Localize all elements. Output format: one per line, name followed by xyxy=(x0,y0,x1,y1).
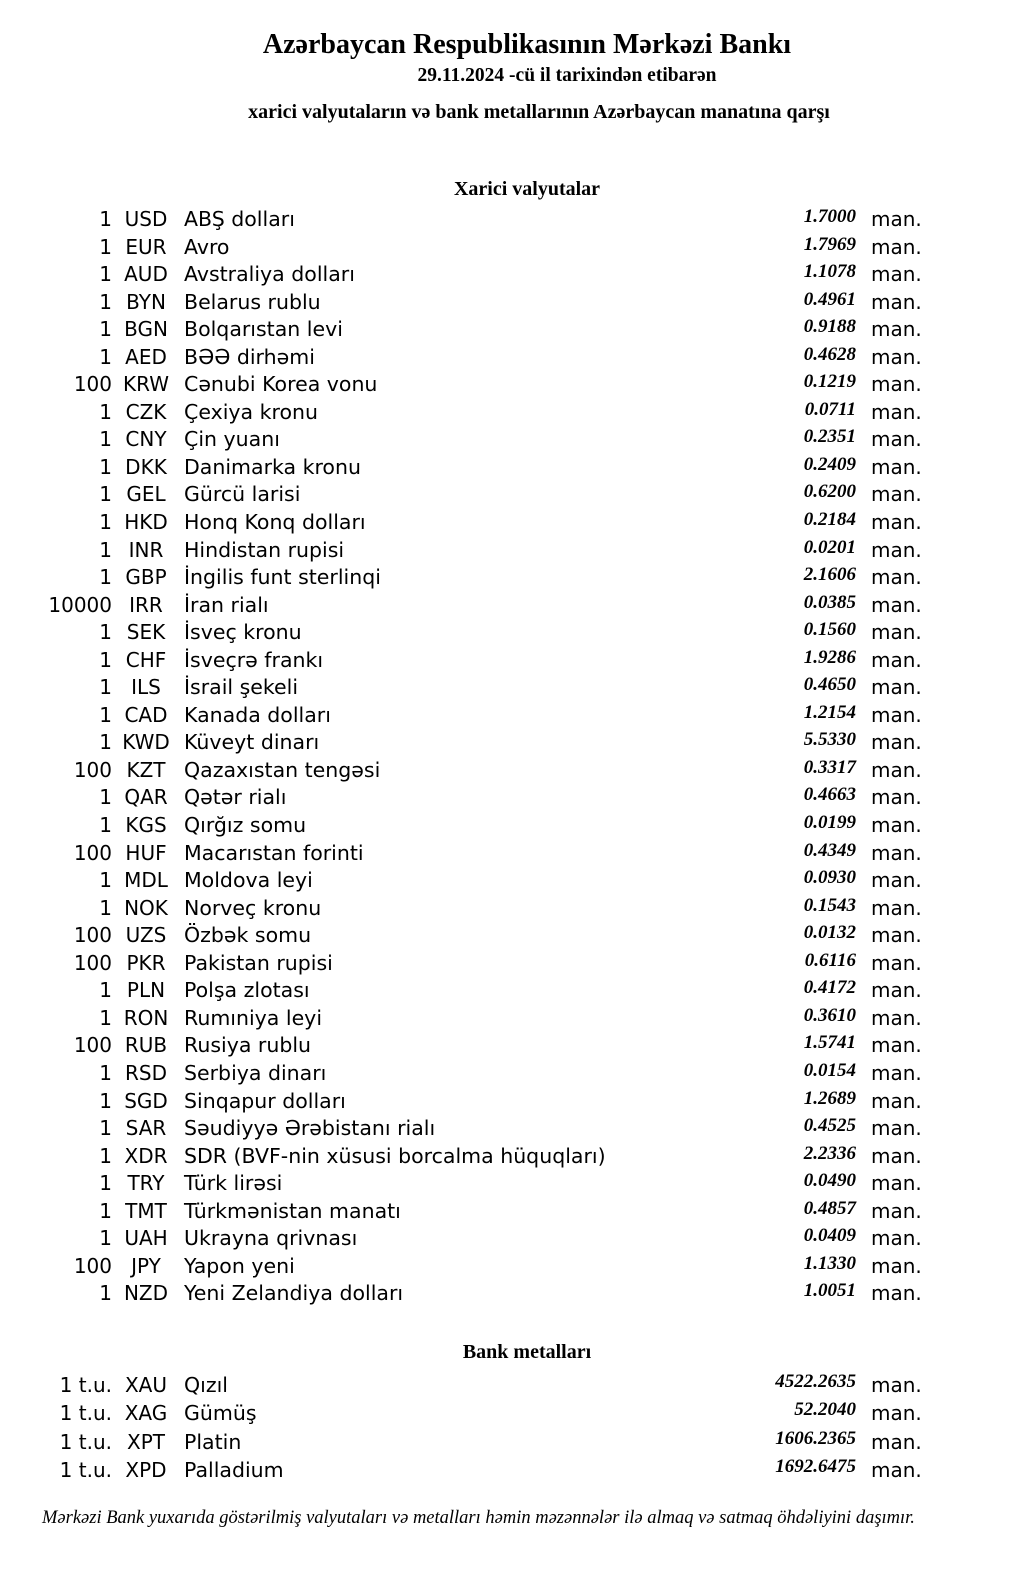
rate-row xyxy=(0,1088,923,1116)
unit-cell: man. xyxy=(871,730,922,755)
rate-value-cell: 0.0385 xyxy=(803,591,856,613)
rate-value-cell: 0.1560 xyxy=(803,619,856,641)
unit-cell: man. xyxy=(871,399,922,424)
rate-value-cell: 1.2689 xyxy=(803,1087,856,1109)
quantity-cell: 1 xyxy=(99,234,112,259)
quantity-cell: 1 xyxy=(99,537,112,562)
bank-metals-table xyxy=(0,1371,923,1484)
currency-name-cell: Gürcü larisi xyxy=(184,482,301,507)
quantity-cell: 1 xyxy=(99,730,112,755)
currency-name-cell: Çexiya kronu xyxy=(184,399,318,424)
rate-value-cell: 5.5330 xyxy=(803,729,856,751)
currency-name-cell: Yapon yeni xyxy=(184,1253,295,1278)
rate-row xyxy=(0,702,923,730)
quantity-cell: 100 xyxy=(73,1033,112,1058)
currency-name-cell: Səudiyyə Ərəbistanı rialı xyxy=(184,1116,436,1141)
rate-value-cell: 0.2184 xyxy=(803,509,856,531)
rate-value-cell: 0.1219 xyxy=(803,371,856,393)
rate-row xyxy=(0,950,923,978)
effective-date-line: 29.11.2024 -cü il tarixindən etibarən xyxy=(417,65,717,86)
rate-value-cell: 0.4650 xyxy=(803,674,856,696)
unit-cell: man. xyxy=(871,234,922,259)
rate-value-cell: 0.0711 xyxy=(804,398,856,420)
rate-value-cell: 0.0201 xyxy=(803,536,856,558)
currency-name-cell: Gümüş xyxy=(184,1401,257,1426)
quantity-cell: 1 xyxy=(99,427,112,452)
unit-cell: man. xyxy=(871,289,922,314)
rate-value-cell: 0.4525 xyxy=(803,1115,856,1137)
rate-row xyxy=(0,1456,923,1484)
currency-name-cell: Moldova leyi xyxy=(184,868,313,893)
quantity-cell: 1 xyxy=(99,1281,112,1306)
currency-name-cell: Honq Konq dolları xyxy=(184,510,366,535)
currency-code-cell: IRR xyxy=(129,592,163,617)
currency-name-cell: Serbiya dinarı xyxy=(184,1060,327,1085)
unit-cell: man. xyxy=(871,482,922,507)
rate-value-cell: 1.1330 xyxy=(803,1252,856,1274)
rate-row xyxy=(0,812,923,840)
unit-cell: man. xyxy=(871,1116,922,1141)
quantity-cell: 1 xyxy=(99,317,112,342)
unit-cell: man. xyxy=(871,317,922,342)
unit-cell: man. xyxy=(871,1143,922,1168)
rate-value-cell: 1.0051 xyxy=(803,1280,856,1302)
rate-row xyxy=(0,757,923,785)
rate-row xyxy=(0,1371,923,1399)
currency-name-cell: Polşa zlotası xyxy=(184,978,310,1003)
unit-cell: man. xyxy=(871,813,922,838)
currency-name-cell: Rusiya rublu xyxy=(184,1033,312,1058)
unit-cell: man. xyxy=(871,262,922,287)
page-title: Azərbaycan Respublikasının Mərkəzi Bankı xyxy=(262,29,792,60)
disclaimer-note: Mərkəzi Bank yuxarıda göstərilmiş valyutaları və metalları həmin məzənnələr ilə almaq və satmaq öhdəliyini daşımır. xyxy=(42,1508,915,1528)
currency-name-cell: Qazaxıstan tengəsi xyxy=(184,757,381,782)
quantity-cell: 100 xyxy=(73,840,112,865)
rate-value-cell: 0.4628 xyxy=(803,343,856,365)
rate-row xyxy=(0,316,923,344)
currency-name-cell: İsrail şekeli xyxy=(184,675,299,700)
quantity-cell: 1 xyxy=(99,675,112,700)
unit-cell: man. xyxy=(871,454,922,479)
quantity-cell: 1 xyxy=(99,702,112,727)
unit-cell: man. xyxy=(871,207,922,231)
unit-cell: man. xyxy=(871,1281,922,1306)
currency-name-cell: İran rialı xyxy=(184,592,269,617)
rate-row xyxy=(0,261,923,289)
currency-name-cell: Belarus rublu xyxy=(184,289,321,314)
currency-name-cell: Cənubi Korea vonu xyxy=(184,372,378,397)
quantity-cell: 1 xyxy=(99,289,112,314)
currency-name-cell: Danimarka kronu xyxy=(184,454,361,479)
unit-cell: man. xyxy=(871,1253,922,1278)
quantity-cell: 100 xyxy=(73,923,112,948)
quantity-cell: 1 xyxy=(99,868,112,893)
quantity-cell: 100 xyxy=(73,372,112,397)
rate-value-cell: 0.4349 xyxy=(803,839,856,861)
rate-value-cell: 0.9188 xyxy=(803,316,856,338)
currency-code-cell: KWD xyxy=(122,730,170,755)
rate-value-cell: 0.3610 xyxy=(803,1004,856,1026)
rate-value-cell: 2.1606 xyxy=(803,564,856,586)
quantity-cell: 100 xyxy=(73,950,112,975)
section-header-foreign-currencies: Xarici valyutalar xyxy=(453,178,601,200)
currency-name-cell: Palladium xyxy=(184,1457,284,1482)
quantity-cell: 1 xyxy=(99,1005,112,1030)
currency-name-cell: Hindistan rupisi xyxy=(184,537,345,562)
currency-code-cell: ILS xyxy=(131,675,161,700)
unit-cell: man. xyxy=(871,840,922,865)
unit-cell: man. xyxy=(871,675,922,700)
rate-value-cell: 1.5741 xyxy=(803,1032,856,1054)
currency-code-cell: HUF xyxy=(125,840,167,865)
rate-row xyxy=(0,592,923,620)
currency-name-cell: Türkmənistan manatı xyxy=(184,1198,401,1223)
currency-name-cell: Bolqarıstan levi xyxy=(184,317,343,342)
unit-cell: man. xyxy=(871,868,922,893)
rate-value-cell: 0.0930 xyxy=(803,867,856,889)
currency-code-cell: NOK xyxy=(124,895,168,920)
unit-cell: man. xyxy=(871,1457,922,1482)
quantity-cell: 1 xyxy=(99,785,112,810)
unit-cell: man. xyxy=(871,785,922,810)
rate-value-cell: 0.2409 xyxy=(803,453,856,475)
rate-row xyxy=(0,454,923,482)
currency-name-cell: Türk lirəsi xyxy=(184,1171,283,1196)
rate-value-cell: 0.0154 xyxy=(803,1059,856,1081)
unit-cell: man. xyxy=(871,344,922,369)
rate-value-cell: 0.6200 xyxy=(803,481,856,503)
currency-code-cell: CAD xyxy=(124,702,168,727)
currency-name-cell: İsveçrə frankı xyxy=(184,647,324,672)
unit-cell: man. xyxy=(871,1429,922,1454)
quantity-cell: 1 xyxy=(99,1198,112,1223)
rate-row xyxy=(0,977,923,1005)
rate-value-cell: 1.7969 xyxy=(803,233,856,255)
rate-row xyxy=(0,1170,923,1198)
unit-cell: man. xyxy=(871,1171,922,1196)
unit-cell: man. xyxy=(871,510,922,535)
currency-code-cell: KRW xyxy=(123,372,169,397)
quantity-cell: 1 xyxy=(99,1116,112,1141)
rate-value-cell: 0.3317 xyxy=(803,756,856,778)
quantity-cell: 1 xyxy=(99,207,112,231)
rate-row xyxy=(0,784,923,812)
quantity-cell: 1 xyxy=(99,895,112,920)
currency-code-cell: JPY xyxy=(131,1253,161,1278)
currency-code-cell: PKR xyxy=(126,950,166,975)
currency-code-cell: RUB xyxy=(124,1033,168,1058)
rate-row xyxy=(0,371,923,399)
currency-name-cell: Özbək somu xyxy=(184,923,312,948)
currency-code-cell: XPT xyxy=(127,1429,165,1454)
unit-cell: man. xyxy=(871,1226,922,1251)
rate-row xyxy=(0,1060,923,1088)
currency-code-cell: BGN xyxy=(124,317,168,342)
rate-row xyxy=(0,206,923,234)
quantity-cell: 1 t.u. xyxy=(59,1401,112,1426)
currency-code-cell: QAR xyxy=(124,785,168,810)
unit-cell: man. xyxy=(871,978,922,1003)
currency-code-cell: SAR xyxy=(125,1116,167,1141)
quantity-cell: 100 xyxy=(73,1253,112,1278)
currency-name-cell: Kanada dolları xyxy=(184,702,331,727)
rate-row xyxy=(0,729,923,757)
rate-value-cell: 1.7000 xyxy=(803,206,856,227)
currency-code-cell: EUR xyxy=(125,234,167,259)
rate-row xyxy=(0,564,923,592)
unit-cell: man. xyxy=(871,537,922,562)
rate-value-cell: 1.1078 xyxy=(803,261,856,283)
rate-row xyxy=(0,1032,923,1060)
rate-row xyxy=(0,619,923,647)
quantity-cell: 1 xyxy=(99,510,112,535)
rate-row xyxy=(0,344,923,372)
unit-cell: man. xyxy=(871,1198,922,1223)
currency-code-cell: HKD xyxy=(124,510,168,535)
unit-cell: man. xyxy=(871,372,922,397)
rate-value-cell: 0.6116 xyxy=(804,949,856,971)
unit-cell: man. xyxy=(871,950,922,975)
unit-cell: man. xyxy=(871,427,922,452)
rate-row xyxy=(0,1253,923,1281)
unit-cell: man. xyxy=(871,1088,922,1113)
currency-code-cell: TMT xyxy=(125,1198,167,1223)
rate-row xyxy=(0,537,923,565)
rate-value-cell: 1692.6475 xyxy=(775,1455,856,1477)
currency-name-cell: Macarıstan forinti xyxy=(184,840,364,865)
quantity-cell: 1 xyxy=(99,344,112,369)
rate-row xyxy=(0,481,923,509)
quantity-cell: 1 t.u. xyxy=(59,1373,112,1397)
currency-code-cell: USD xyxy=(124,207,168,231)
currency-name-cell: Küveyt dinarı xyxy=(184,730,320,755)
quantity-cell: 1 xyxy=(99,647,112,672)
currency-name-cell: Rumıniya leyi xyxy=(184,1005,323,1030)
rate-row xyxy=(0,509,923,537)
currency-code-cell: UAH xyxy=(124,1226,168,1251)
rate-value-cell: 52.2040 xyxy=(794,1399,856,1421)
rate-value-cell: 0.0132 xyxy=(803,922,856,944)
rate-row xyxy=(0,1428,923,1456)
quantity-cell: 1 xyxy=(99,482,112,507)
unit-cell: man. xyxy=(871,1373,922,1397)
rate-value-cell: 1.9286 xyxy=(803,646,856,668)
quantity-cell: 10000 xyxy=(48,592,112,617)
currency-name-cell: İngilis funt sterlinqi xyxy=(184,565,381,590)
quantity-cell: 1 xyxy=(99,565,112,590)
unit-cell: man. xyxy=(871,702,922,727)
unit-cell: man. xyxy=(871,565,922,590)
currency-code-cell: GEL xyxy=(126,482,166,507)
currency-code-cell: XAG xyxy=(124,1401,168,1426)
unit-cell: man. xyxy=(871,647,922,672)
unit-cell: man. xyxy=(871,757,922,782)
rate-value-cell: 0.4172 xyxy=(803,977,856,999)
rate-value-cell: 0.0490 xyxy=(803,1170,856,1192)
rate-row xyxy=(0,1115,923,1143)
rate-row xyxy=(0,674,923,702)
quantity-cell: 1 xyxy=(99,1143,112,1168)
currency-name-cell: Yeni Zelandiya dolları xyxy=(184,1281,404,1306)
rate-row xyxy=(0,1280,923,1308)
currency-name-cell: Qırğız somu xyxy=(184,813,307,838)
quantity-cell: 1 xyxy=(99,1060,112,1085)
rate-value-cell: 1.2154 xyxy=(803,701,856,723)
rate-row xyxy=(0,895,923,923)
unit-cell: man. xyxy=(871,620,922,645)
currency-name-cell: Avro xyxy=(184,234,230,259)
currency-code-cell: AED xyxy=(125,344,167,369)
rate-value-cell: 2.2336 xyxy=(803,1142,856,1164)
currency-code-cell: CHF xyxy=(125,647,167,672)
rate-row xyxy=(0,1198,923,1226)
currency-name-cell: Çin yuanı xyxy=(184,427,280,452)
unit-cell: man. xyxy=(871,1033,922,1058)
rate-value-cell: 0.1543 xyxy=(803,894,856,916)
currency-name-cell: Qətər rialı xyxy=(184,785,287,810)
rate-row xyxy=(0,426,923,454)
currency-code-cell: NZD xyxy=(123,1281,169,1306)
section-header-bank-metals: Bank metalları xyxy=(462,1341,592,1363)
quantity-cell: 1 xyxy=(99,262,112,287)
page-subtitle: xarici valyutaların və bank metallarının Azərbaycan manatına qarşı xyxy=(248,101,830,123)
quantity-cell: 1 xyxy=(99,1088,112,1113)
quantity-cell: 100 xyxy=(73,757,112,782)
currency-code-cell: XPD xyxy=(125,1457,167,1482)
currency-code-cell: INR xyxy=(128,537,164,562)
rate-row xyxy=(0,867,923,895)
currency-code-cell: XDR xyxy=(124,1143,168,1168)
rate-row xyxy=(0,922,923,950)
unit-cell: man. xyxy=(871,592,922,617)
currency-code-cell: GBP xyxy=(125,565,167,590)
rate-value-cell: 4522.2635 xyxy=(775,1371,856,1392)
currency-name-cell: Norveç kronu xyxy=(184,895,322,920)
rate-row xyxy=(0,1143,923,1171)
currency-code-cell: UZS xyxy=(125,923,167,948)
currency-name-cell: Pakistan rupisi xyxy=(184,950,333,975)
currency-name-cell: Ukrayna qrivnası xyxy=(184,1226,358,1251)
currency-code-cell: PLN xyxy=(126,978,166,1003)
currency-code-cell: DKK xyxy=(125,454,167,479)
currency-code-cell: KZT xyxy=(126,757,166,782)
currency-code-cell: TRY xyxy=(127,1171,165,1196)
currency-name-cell: İsveç kronu xyxy=(184,620,302,645)
rate-row xyxy=(0,1225,923,1253)
currency-name-cell: ABŞ dolları xyxy=(184,207,295,231)
currency-name-cell: SDR (BVF-nin xüsusi borcalma hüquqları) xyxy=(184,1143,606,1168)
rate-row xyxy=(0,399,923,427)
rate-value-cell: 1606.2365 xyxy=(775,1427,856,1449)
rate-row xyxy=(0,289,923,317)
currency-name-cell: Sinqapur dolları xyxy=(184,1088,346,1113)
currency-code-cell: SEK xyxy=(126,620,166,645)
currency-code-cell: CZK xyxy=(125,399,167,424)
unit-cell: man. xyxy=(871,1005,922,1030)
currency-code-cell: KGS xyxy=(125,813,167,838)
currency-name-cell: Platin xyxy=(184,1429,242,1454)
currency-code-cell: SGD xyxy=(124,1088,168,1113)
currency-code-cell: BYN xyxy=(126,289,166,314)
rate-value-cell: 0.0409 xyxy=(803,1225,856,1247)
quantity-cell: 1 t.u. xyxy=(59,1429,112,1454)
unit-cell: man. xyxy=(871,923,922,948)
currency-code-cell: RSD xyxy=(125,1060,167,1085)
foreign-currencies-table xyxy=(0,206,923,1308)
quantity-cell: 1 xyxy=(99,813,112,838)
currency-code-cell: CNY xyxy=(125,427,167,452)
rate-value-cell: 0.0199 xyxy=(803,812,856,834)
rate-row xyxy=(0,1399,923,1427)
unit-cell: man. xyxy=(871,895,922,920)
rate-value-cell: 0.4663 xyxy=(803,784,856,806)
currency-code-cell: XAU xyxy=(124,1373,168,1397)
currency-code-cell: AUD xyxy=(124,262,168,287)
currency-name-cell: BƏƏ dirhəmi xyxy=(184,344,315,369)
rate-value-cell: 0.4961 xyxy=(803,288,856,310)
quantity-cell: 1 t.u. xyxy=(59,1457,112,1482)
quantity-cell: 1 xyxy=(99,620,112,645)
rate-row xyxy=(0,234,923,262)
currency-name-cell: Qızıl xyxy=(184,1373,228,1397)
quantity-cell: 1 xyxy=(99,1226,112,1251)
quantity-cell: 1 xyxy=(99,454,112,479)
currency-code-cell: MDL xyxy=(124,868,168,893)
currency-name-cell: Avstraliya dolları xyxy=(184,262,355,287)
unit-cell: man. xyxy=(871,1401,922,1426)
quantity-cell: 1 xyxy=(99,978,112,1003)
unit-cell: man. xyxy=(871,1060,922,1085)
currency-code-cell: RON xyxy=(123,1005,169,1030)
rate-value-cell: 0.2351 xyxy=(803,426,856,448)
rate-row xyxy=(0,1005,923,1033)
rate-value-cell: 0.4857 xyxy=(803,1197,856,1219)
rate-row xyxy=(0,647,923,675)
quantity-cell: 1 xyxy=(99,1171,112,1196)
rate-row xyxy=(0,840,923,868)
quantity-cell: 1 xyxy=(99,399,112,424)
